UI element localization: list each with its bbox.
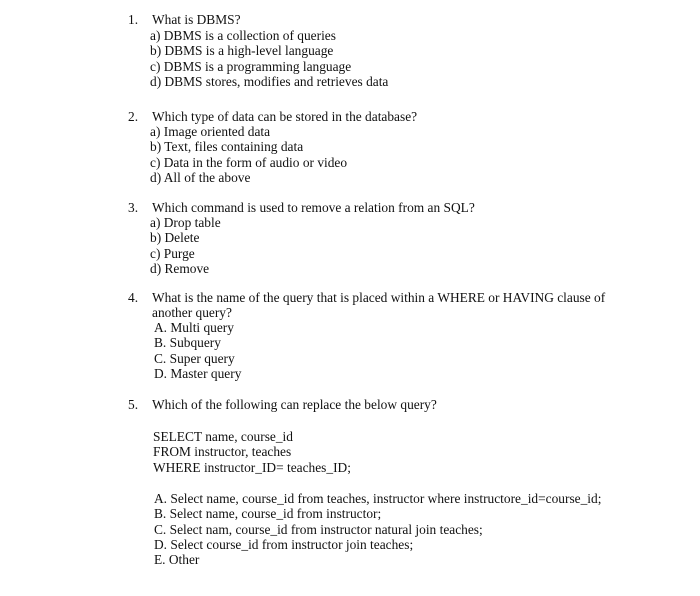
option-d: d) Remove: [150, 260, 210, 276]
option-b: B. Select name, course_id from instructor;: [154, 506, 382, 522]
option-d: d) All of the above: [150, 169, 251, 185]
option-a: a) Drop table: [150, 215, 221, 230]
question-number: 5.: [128, 397, 139, 412]
option-c: c) Purge: [150, 245, 195, 261]
question-text: Which type of data can be stored in the database?: [152, 109, 418, 124]
question-text: Which command is used to remove a relation from an SQL?: [152, 200, 475, 215]
option-b: B. Subquery: [154, 335, 221, 351]
option-c: c) DBMS is a programming language: [150, 58, 352, 74]
option-c: C. Select nam, course_id from instructor natural join teaches;: [154, 521, 483, 537]
sql-line: WHERE instructor_ID= teaches_ID;: [153, 459, 351, 475]
option-a: a) Image oriented data: [150, 124, 271, 139]
question-number: 4.: [128, 290, 139, 305]
option-d: d) DBMS stores, modifies and retrieves data: [150, 73, 389, 89]
sql-line: SELECT name, course_id: [153, 429, 293, 444]
option-d: D. Select course_id from instructor join teaches;: [154, 536, 414, 552]
option-a: A. Select name, course_id from teaches, instructor where instructore_id=course_id;: [154, 491, 602, 506]
question-number: 2.: [128, 109, 139, 124]
question-5-options: [154, 491, 601, 567]
question-text: What is DBMS?: [152, 12, 241, 27]
option-b: b) Delete: [150, 230, 200, 246]
question-1-options: [150, 28, 388, 89]
question-text: Which of the following can replace the below query?: [152, 397, 437, 412]
question-text-line-1: What is the name of the query that is placed within a WHERE or HAVING clause of: [152, 290, 606, 305]
option-d: D. Master query: [154, 365, 242, 381]
question-number: 1.: [128, 12, 139, 27]
option-b: b) DBMS is a high-level language: [150, 43, 334, 59]
option-c: c) Data in the form of audio or video: [150, 154, 348, 170]
question-3-options: [150, 215, 221, 276]
sql-query-block: [153, 429, 351, 475]
question-text-line-2: another query?: [152, 305, 232, 320]
question-2-options: [150, 124, 347, 185]
question-number: 3.: [128, 200, 139, 215]
option-a: A. Multi query: [154, 320, 234, 335]
sql-line: FROM instructor, teaches: [153, 444, 292, 460]
option-e: E. Other: [154, 552, 200, 568]
option-c: C. Super query: [154, 350, 235, 366]
question-4-options: [154, 320, 241, 381]
option-b: b) Text, files containing data: [150, 139, 304, 155]
option-a: a) DBMS is a collection of queries: [150, 28, 336, 43]
